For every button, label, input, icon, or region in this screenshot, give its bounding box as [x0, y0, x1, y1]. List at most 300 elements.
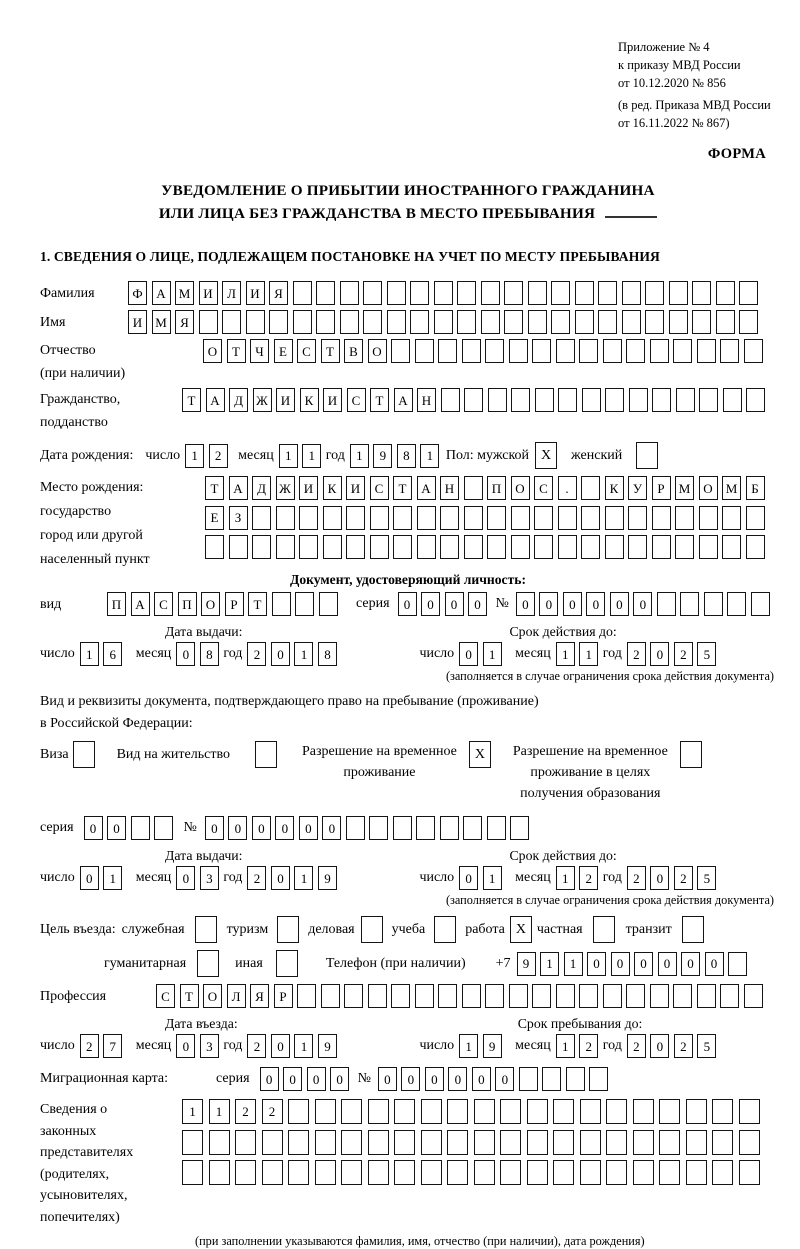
form-cell[interactable]: Т: [393, 476, 412, 500]
form-cell[interactable]: [739, 281, 758, 305]
form-cell[interactable]: [676, 388, 695, 412]
form-cell[interactable]: [580, 1160, 601, 1185]
form-cell[interactable]: [462, 984, 481, 1008]
form-cell[interactable]: 1: [459, 1034, 478, 1058]
form-cell[interactable]: 5: [697, 866, 716, 890]
form-cell[interactable]: [363, 310, 382, 334]
form-cell[interactable]: С: [370, 476, 389, 500]
form-cell[interactable]: [209, 1160, 230, 1185]
form-cell[interactable]: Р: [274, 984, 293, 1008]
form-cell[interactable]: 1: [483, 642, 502, 666]
form-cell[interactable]: [720, 984, 739, 1008]
form-cell[interactable]: [510, 816, 529, 840]
form-cell[interactable]: [272, 592, 291, 616]
form-cell[interactable]: 0: [459, 866, 478, 890]
form-cell[interactable]: [500, 1130, 521, 1155]
form-cell[interactable]: [440, 506, 459, 530]
form-cell[interactable]: [739, 310, 758, 334]
form-cell[interactable]: [368, 984, 387, 1008]
form-cell[interactable]: [368, 1160, 389, 1185]
form-cell[interactable]: 0: [275, 816, 294, 840]
form-cell[interactable]: [154, 816, 173, 840]
form-cell[interactable]: [361, 916, 383, 943]
form-cell[interactable]: 0: [650, 642, 669, 666]
form-cell[interactable]: [686, 1099, 707, 1124]
form-cell[interactable]: З: [229, 506, 248, 530]
form-cell[interactable]: Н: [417, 388, 436, 412]
form-cell[interactable]: Л: [222, 281, 241, 305]
form-cell[interactable]: А: [206, 388, 225, 412]
form-cell[interactable]: В: [344, 339, 363, 363]
form-cell[interactable]: С: [156, 984, 175, 1008]
form-cell[interactable]: [295, 592, 314, 616]
form-cell[interactable]: [652, 506, 671, 530]
form-cell[interactable]: 1: [556, 642, 575, 666]
form-cell[interactable]: 0: [633, 592, 652, 616]
form-cell[interactable]: [487, 506, 506, 530]
form-cell[interactable]: [394, 1160, 415, 1185]
form-cell[interactable]: [579, 984, 598, 1008]
form-cell[interactable]: О: [203, 984, 222, 1008]
form-cell[interactable]: [488, 388, 507, 412]
form-cell[interactable]: [255, 741, 277, 768]
form-cell[interactable]: [606, 1099, 627, 1124]
form-cell[interactable]: 0: [587, 952, 606, 976]
form-cell[interactable]: [415, 339, 434, 363]
form-cell[interactable]: 0: [610, 592, 629, 616]
form-cell[interactable]: [323, 506, 342, 530]
form-cell[interactable]: 1: [294, 642, 313, 666]
form-cell[interactable]: [675, 535, 694, 559]
form-cell[interactable]: [315, 1099, 336, 1124]
form-cell[interactable]: [321, 984, 340, 1008]
form-cell[interactable]: 2: [247, 642, 266, 666]
form-cell[interactable]: Т: [205, 476, 224, 500]
form-cell[interactable]: П: [178, 592, 197, 616]
form-cell[interactable]: [699, 506, 718, 530]
form-cell[interactable]: [532, 339, 551, 363]
form-cell[interactable]: С: [534, 476, 553, 500]
form-cell[interactable]: [235, 1160, 256, 1185]
form-cell[interactable]: 0: [425, 1067, 444, 1091]
form-cell[interactable]: [697, 339, 716, 363]
form-cell[interactable]: X: [535, 442, 557, 469]
form-cell[interactable]: 0: [658, 952, 677, 976]
form-cell[interactable]: 0: [107, 816, 126, 840]
form-cell[interactable]: [527, 1160, 548, 1185]
form-cell[interactable]: 1: [185, 444, 204, 468]
form-cell[interactable]: Я: [175, 310, 194, 334]
form-cell[interactable]: [686, 1130, 707, 1155]
form-cell[interactable]: [246, 310, 265, 334]
form-cell[interactable]: [394, 1130, 415, 1155]
form-cell[interactable]: [288, 1099, 309, 1124]
form-cell[interactable]: 2: [627, 1034, 646, 1058]
form-cell[interactable]: [650, 339, 669, 363]
form-cell[interactable]: [209, 1130, 230, 1155]
form-cell[interactable]: Р: [225, 592, 244, 616]
form-cell[interactable]: [441, 388, 460, 412]
form-cell[interactable]: [605, 388, 624, 412]
form-cell[interactable]: И: [299, 476, 318, 500]
form-cell[interactable]: [712, 1160, 733, 1185]
form-cell[interactable]: Я: [250, 984, 269, 1008]
form-cell[interactable]: 0: [205, 816, 224, 840]
form-cell[interactable]: 7: [103, 1034, 122, 1058]
form-cell[interactable]: [421, 1160, 442, 1185]
form-cell[interactable]: [575, 281, 594, 305]
form-cell[interactable]: 5: [697, 1034, 716, 1058]
form-cell[interactable]: [276, 950, 298, 977]
form-cell[interactable]: [299, 506, 318, 530]
form-cell[interactable]: Р: [652, 476, 671, 500]
form-cell[interactable]: 1: [279, 444, 298, 468]
form-cell[interactable]: 1: [294, 1034, 313, 1058]
form-cell[interactable]: 9: [318, 866, 337, 890]
form-cell[interactable]: [487, 816, 506, 840]
form-cell[interactable]: [528, 281, 547, 305]
form-cell[interactable]: [293, 310, 312, 334]
form-cell[interactable]: [391, 984, 410, 1008]
form-cell[interactable]: Л: [227, 984, 246, 1008]
form-cell[interactable]: [182, 1160, 203, 1185]
form-cell[interactable]: [534, 506, 553, 530]
form-cell[interactable]: 1: [556, 1034, 575, 1058]
form-cell[interactable]: 8: [318, 642, 337, 666]
form-cell[interactable]: [673, 984, 692, 1008]
form-cell[interactable]: [553, 1099, 574, 1124]
form-cell[interactable]: К: [300, 388, 319, 412]
form-cell[interactable]: [669, 281, 688, 305]
form-cell[interactable]: [692, 281, 711, 305]
form-cell[interactable]: А: [417, 476, 436, 500]
form-cell[interactable]: 1: [579, 642, 598, 666]
form-cell[interactable]: [669, 310, 688, 334]
form-cell[interactable]: 1: [294, 866, 313, 890]
form-cell[interactable]: 0: [516, 592, 535, 616]
form-cell[interactable]: [636, 442, 658, 469]
form-cell[interactable]: [580, 1130, 601, 1155]
form-cell[interactable]: А: [152, 281, 171, 305]
form-cell[interactable]: [73, 741, 95, 768]
form-cell[interactable]: 0: [176, 642, 195, 666]
form-cell[interactable]: Ч: [250, 339, 269, 363]
form-cell[interactable]: [626, 339, 645, 363]
form-cell[interactable]: 2: [80, 1034, 99, 1058]
form-cell[interactable]: [262, 1160, 283, 1185]
form-cell[interactable]: 0: [495, 1067, 514, 1091]
form-cell[interactable]: [697, 984, 716, 1008]
form-cell[interactable]: [363, 281, 382, 305]
form-cell[interactable]: [712, 1130, 733, 1155]
form-cell[interactable]: [558, 535, 577, 559]
form-cell[interactable]: [579, 339, 598, 363]
form-cell[interactable]: П: [487, 476, 506, 500]
form-cell[interactable]: 5: [697, 642, 716, 666]
form-cell[interactable]: .: [558, 476, 577, 500]
form-cell[interactable]: 2: [627, 642, 646, 666]
form-cell[interactable]: [457, 281, 476, 305]
form-cell[interactable]: X: [469, 741, 491, 768]
form-cell[interactable]: [739, 1160, 760, 1185]
form-cell[interactable]: Н: [440, 476, 459, 500]
form-cell[interactable]: О: [201, 592, 220, 616]
form-cell[interactable]: [580, 1099, 601, 1124]
form-cell[interactable]: [319, 592, 338, 616]
form-cell[interactable]: [556, 984, 575, 1008]
form-cell[interactable]: [262, 1130, 283, 1155]
form-cell[interactable]: [293, 281, 312, 305]
form-cell[interactable]: С: [297, 339, 316, 363]
form-cell[interactable]: [534, 535, 553, 559]
form-cell[interactable]: [315, 1160, 336, 1185]
form-cell[interactable]: [652, 535, 671, 559]
form-cell[interactable]: [434, 281, 453, 305]
form-cell[interactable]: [434, 916, 456, 943]
form-cell[interactable]: [410, 310, 429, 334]
form-cell[interactable]: [680, 741, 702, 768]
form-cell[interactable]: [276, 535, 295, 559]
form-cell[interactable]: 1: [350, 444, 369, 468]
form-cell[interactable]: [288, 1160, 309, 1185]
form-cell[interactable]: [447, 1160, 468, 1185]
form-cell[interactable]: [440, 535, 459, 559]
form-cell[interactable]: [464, 388, 483, 412]
form-cell[interactable]: 1: [540, 952, 559, 976]
form-cell[interactable]: [716, 310, 735, 334]
form-cell[interactable]: [438, 984, 457, 1008]
form-cell[interactable]: 0: [634, 952, 653, 976]
form-cell[interactable]: 0: [299, 816, 318, 840]
form-cell[interactable]: [720, 339, 739, 363]
form-cell[interactable]: 2: [627, 866, 646, 890]
form-cell[interactable]: 2: [209, 444, 228, 468]
form-cell[interactable]: 2: [579, 1034, 598, 1058]
form-cell[interactable]: 0: [611, 952, 630, 976]
form-cell[interactable]: [288, 1130, 309, 1155]
form-cell[interactable]: Т: [182, 388, 201, 412]
form-cell[interactable]: [276, 506, 295, 530]
form-cell[interactable]: 0: [681, 952, 700, 976]
form-cell[interactable]: [346, 506, 365, 530]
form-cell[interactable]: [527, 1099, 548, 1124]
form-cell[interactable]: [598, 310, 617, 334]
form-cell[interactable]: [727, 592, 746, 616]
form-cell[interactable]: 9: [483, 1034, 502, 1058]
form-cell[interactable]: И: [276, 388, 295, 412]
form-cell[interactable]: 2: [247, 866, 266, 890]
form-cell[interactable]: Е: [205, 506, 224, 530]
form-cell[interactable]: 0: [283, 1067, 302, 1091]
form-cell[interactable]: [340, 310, 359, 334]
form-cell[interactable]: [532, 984, 551, 1008]
form-cell[interactable]: [485, 339, 504, 363]
form-cell[interactable]: [622, 310, 641, 334]
form-cell[interactable]: 1: [564, 952, 583, 976]
form-cell[interactable]: [628, 506, 647, 530]
form-cell[interactable]: [464, 476, 483, 500]
form-cell[interactable]: [370, 535, 389, 559]
form-cell[interactable]: Д: [229, 388, 248, 412]
form-cell[interactable]: С: [347, 388, 366, 412]
form-cell[interactable]: [222, 310, 241, 334]
form-cell[interactable]: П: [107, 592, 126, 616]
form-cell[interactable]: 2: [674, 642, 693, 666]
form-cell[interactable]: [391, 339, 410, 363]
form-cell[interactable]: [633, 1160, 654, 1185]
form-cell[interactable]: К: [605, 476, 624, 500]
form-cell[interactable]: У: [628, 476, 647, 500]
form-cell[interactable]: [645, 310, 664, 334]
form-cell[interactable]: [542, 1067, 561, 1091]
form-cell[interactable]: [723, 388, 742, 412]
form-cell[interactable]: [712, 1099, 733, 1124]
form-cell[interactable]: [605, 535, 624, 559]
form-cell[interactable]: [235, 1130, 256, 1155]
form-cell[interactable]: М: [722, 476, 741, 500]
form-cell[interactable]: [487, 535, 506, 559]
form-cell[interactable]: [369, 816, 388, 840]
form-cell[interactable]: [675, 506, 694, 530]
form-cell[interactable]: [316, 281, 335, 305]
form-cell[interactable]: 0: [421, 592, 440, 616]
form-cell[interactable]: [582, 388, 601, 412]
form-cell[interactable]: [659, 1160, 680, 1185]
form-cell[interactable]: 3: [200, 866, 219, 890]
form-cell[interactable]: [415, 984, 434, 1008]
form-cell[interactable]: [481, 310, 500, 334]
form-cell[interactable]: 0: [468, 592, 487, 616]
form-cell[interactable]: О: [511, 476, 530, 500]
form-cell[interactable]: 1: [80, 642, 99, 666]
form-cell[interactable]: [704, 592, 723, 616]
form-cell[interactable]: 8: [397, 444, 416, 468]
form-cell[interactable]: [346, 816, 365, 840]
form-cell[interactable]: 0: [322, 816, 341, 840]
form-cell[interactable]: 0: [271, 866, 290, 890]
form-cell[interactable]: [277, 916, 299, 943]
form-cell[interactable]: [195, 916, 217, 943]
form-cell[interactable]: [606, 1160, 627, 1185]
form-cell[interactable]: Т: [321, 339, 340, 363]
form-cell[interactable]: [509, 984, 528, 1008]
form-cell[interactable]: И: [246, 281, 265, 305]
form-cell[interactable]: [297, 984, 316, 1008]
form-cell[interactable]: [438, 339, 457, 363]
form-cell[interactable]: Е: [274, 339, 293, 363]
form-cell[interactable]: 0: [271, 1034, 290, 1058]
form-cell[interactable]: А: [394, 388, 413, 412]
form-cell[interactable]: [421, 1099, 442, 1124]
form-cell[interactable]: Я: [269, 281, 288, 305]
form-cell[interactable]: [626, 984, 645, 1008]
form-cell[interactable]: [474, 1130, 495, 1155]
form-cell[interactable]: [581, 506, 600, 530]
form-cell[interactable]: [252, 506, 271, 530]
form-cell[interactable]: [551, 281, 570, 305]
form-cell[interactable]: 2: [674, 1034, 693, 1058]
form-cell[interactable]: [474, 1099, 495, 1124]
form-cell[interactable]: [558, 506, 577, 530]
form-cell[interactable]: [182, 1130, 203, 1155]
form-cell[interactable]: [417, 506, 436, 530]
form-cell[interactable]: [394, 1099, 415, 1124]
form-cell[interactable]: [659, 1130, 680, 1155]
form-cell[interactable]: Б: [746, 476, 765, 500]
form-cell[interactable]: [393, 816, 412, 840]
form-cell[interactable]: М: [675, 476, 694, 500]
form-cell[interactable]: 0: [228, 816, 247, 840]
form-cell[interactable]: [622, 281, 641, 305]
form-cell[interactable]: X: [510, 916, 532, 943]
form-cell[interactable]: [252, 535, 271, 559]
form-cell[interactable]: [629, 388, 648, 412]
form-cell[interactable]: [440, 816, 459, 840]
form-cell[interactable]: 0: [705, 952, 724, 976]
form-cell[interactable]: [462, 339, 481, 363]
form-cell[interactable]: 1: [209, 1099, 230, 1124]
form-cell[interactable]: [746, 388, 765, 412]
form-cell[interactable]: [680, 592, 699, 616]
form-cell[interactable]: 0: [84, 816, 103, 840]
form-cell[interactable]: М: [175, 281, 194, 305]
form-cell[interactable]: 6: [103, 642, 122, 666]
form-cell[interactable]: [434, 310, 453, 334]
form-cell[interactable]: 0: [448, 1067, 467, 1091]
form-cell[interactable]: 0: [539, 592, 558, 616]
form-cell[interactable]: [535, 388, 554, 412]
form-cell[interactable]: [511, 535, 530, 559]
form-cell[interactable]: [393, 535, 412, 559]
form-cell[interactable]: [686, 1160, 707, 1185]
form-cell[interactable]: 0: [378, 1067, 397, 1091]
form-cell[interactable]: [739, 1099, 760, 1124]
form-cell[interactable]: 2: [247, 1034, 266, 1058]
form-cell[interactable]: О: [203, 339, 222, 363]
form-cell[interactable]: [500, 1099, 521, 1124]
form-cell[interactable]: [527, 1130, 548, 1155]
form-cell[interactable]: 9: [373, 444, 392, 468]
form-cell[interactable]: 2: [262, 1099, 283, 1124]
form-cell[interactable]: [509, 339, 528, 363]
form-cell[interactable]: [500, 1160, 521, 1185]
form-cell[interactable]: [344, 984, 363, 1008]
form-cell[interactable]: [474, 1160, 495, 1185]
form-cell[interactable]: [744, 339, 763, 363]
form-cell[interactable]: [368, 1099, 389, 1124]
form-cell[interactable]: [447, 1130, 468, 1155]
form-cell[interactable]: [370, 506, 389, 530]
form-cell[interactable]: [511, 388, 530, 412]
form-cell[interactable]: [589, 1067, 608, 1091]
form-cell[interactable]: 0: [330, 1067, 349, 1091]
form-cell[interactable]: Д: [252, 476, 271, 500]
form-cell[interactable]: 0: [307, 1067, 326, 1091]
form-cell[interactable]: 2: [674, 866, 693, 890]
form-cell[interactable]: [551, 310, 570, 334]
form-cell[interactable]: Ф: [128, 281, 147, 305]
form-cell[interactable]: 0: [445, 592, 464, 616]
form-cell[interactable]: [481, 281, 500, 305]
form-cell[interactable]: 0: [459, 642, 478, 666]
form-cell[interactable]: О: [368, 339, 387, 363]
form-cell[interactable]: К: [323, 476, 342, 500]
form-cell[interactable]: [340, 281, 359, 305]
form-cell[interactable]: С: [154, 592, 173, 616]
form-cell[interactable]: [751, 592, 770, 616]
form-cell[interactable]: [746, 535, 765, 559]
form-cell[interactable]: 3: [200, 1034, 219, 1058]
